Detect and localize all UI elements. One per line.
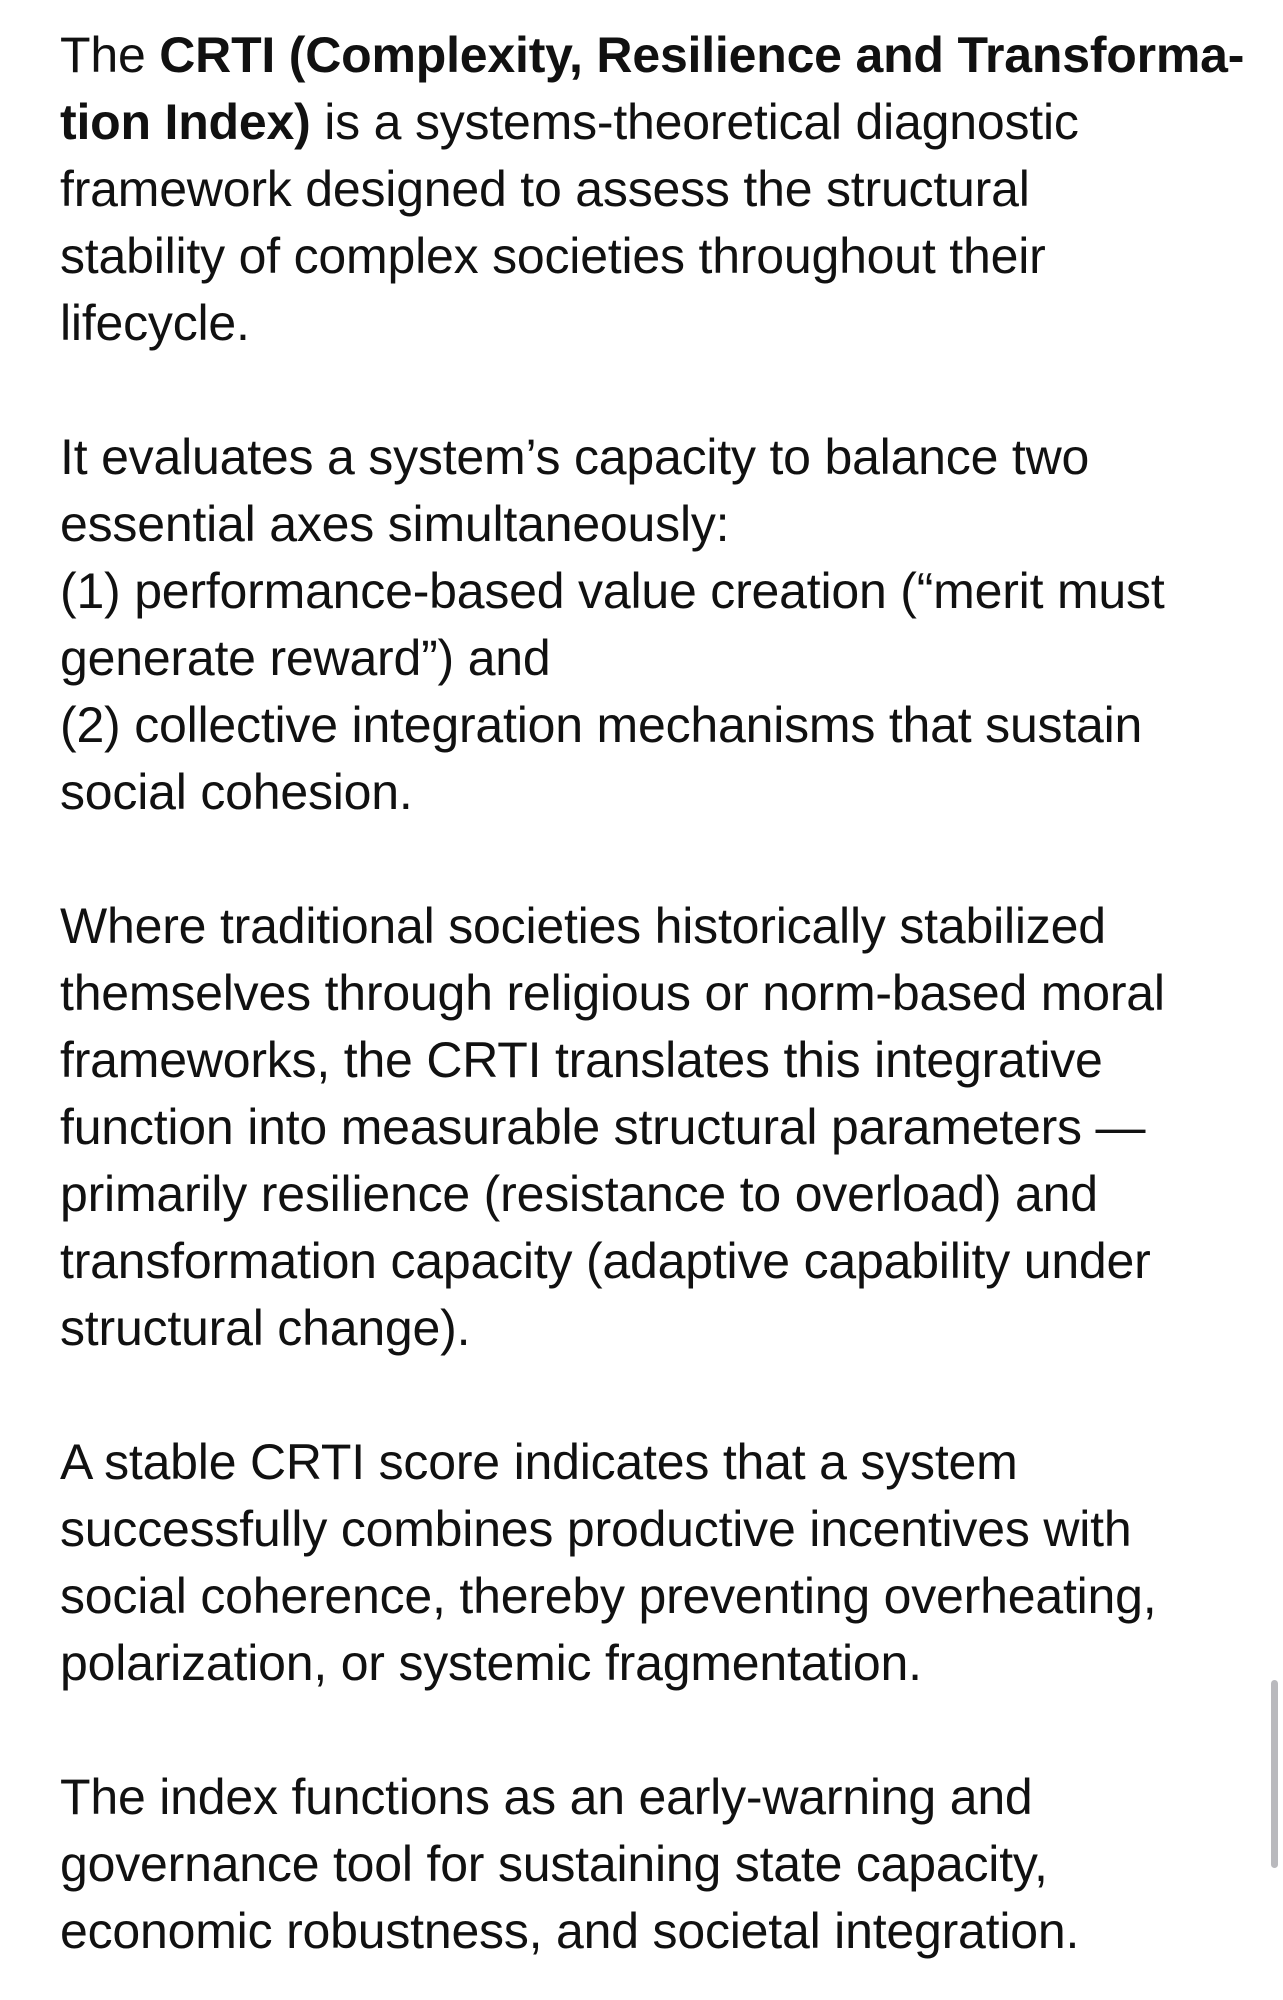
- paragraph-early-warning: [60, 1764, 1240, 1965]
- text-line: primarily resilience (resistance to overload) and: [60, 1166, 1098, 1222]
- text-line: stability of complex societies throughout their: [60, 228, 1046, 284]
- text-line: A stable CRTI score indicates that a system: [60, 1434, 1018, 1490]
- text-line: polarization, or systemic fragmentation.: [60, 1635, 922, 1691]
- text-run: The: [60, 27, 160, 83]
- paragraph-stable-score: [60, 1429, 1240, 1697]
- text-line: function into measurable structural parameters —: [60, 1099, 1146, 1155]
- vertical-scrollbar[interactable]: [1271, 1680, 1278, 1868]
- text-line: social coherence, thereby preventing overheating,: [60, 1568, 1157, 1624]
- text-line: themselves through religious or norm-based moral: [60, 965, 1165, 1021]
- text-line: governance tool for sustaining state capacity,: [60, 1836, 1048, 1892]
- text-line: lifecycle.: [60, 295, 250, 351]
- text-line: Where traditional societies historically stabilized: [60, 898, 1106, 954]
- bold-term: tion Index): [60, 94, 311, 150]
- text-line: It evaluates a system’s capacity to balance two: [60, 429, 1090, 485]
- paragraph-axes: [60, 424, 1240, 826]
- paragraph-intro: [60, 22, 1245, 357]
- text-line: [60, 22, 1245, 89]
- text-line: (1) performance-based value creation (“merit must: [60, 563, 1165, 619]
- text-line: economic robustness, and societal integration.: [60, 1903, 1080, 1959]
- text-line: frameworks, the CRTI translates this integrative: [60, 1032, 1103, 1088]
- text-line: (2) collective integration mechanisms that sustain: [60, 697, 1143, 753]
- article-body: [60, 22, 1245, 1965]
- text-line: essential axes simultaneously:: [60, 496, 730, 552]
- text-line: generate reward”) and: [60, 630, 551, 686]
- text-line: social cohesion.: [60, 764, 413, 820]
- text-line: transformation capacity (adaptive capability under: [60, 1233, 1151, 1289]
- bold-term: CRTI (Complexity, Resilience and Transforma-: [159, 27, 1245, 83]
- paragraph-traditional-societies: [60, 893, 1240, 1362]
- text-line: structural change).: [60, 1300, 471, 1356]
- text-line: framework designed to assess the structural: [60, 161, 1030, 217]
- text-run: is a systems-theoretical diagnostic: [310, 94, 1079, 150]
- text-line: successfully combines productive incentives with: [60, 1501, 1132, 1557]
- text-line: The index functions as an early-warning and: [60, 1769, 1033, 1825]
- text-line: [60, 89, 1240, 156]
